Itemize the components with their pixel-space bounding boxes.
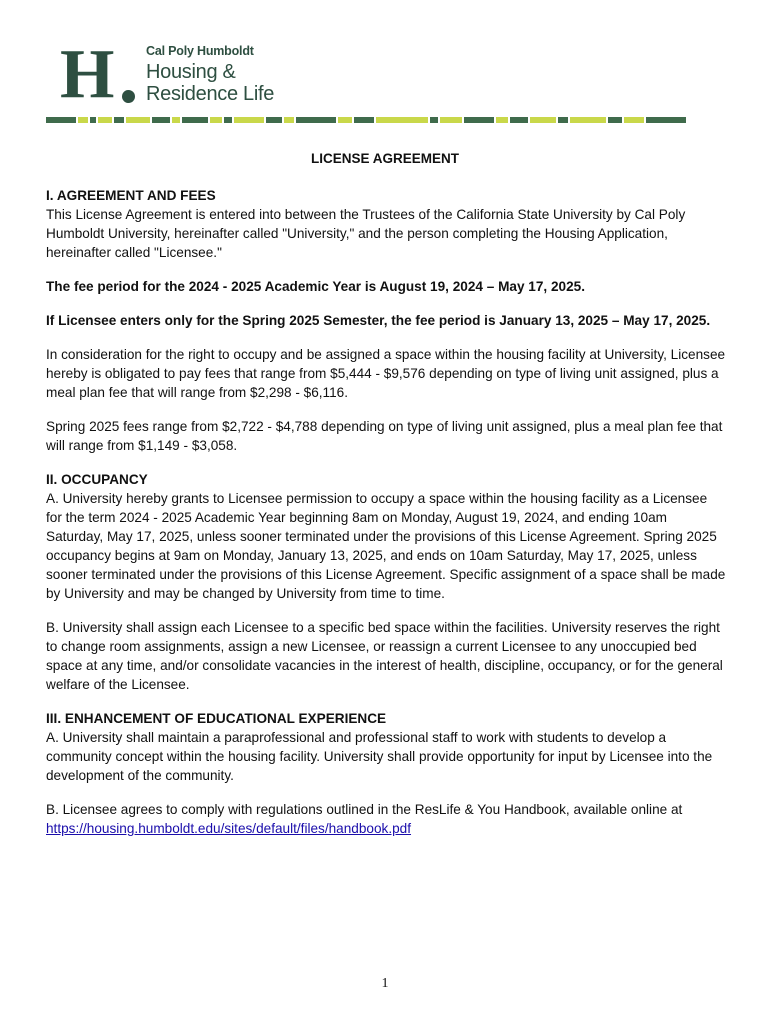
handbook-link[interactable]: https://housing.humboldt.edu/sites/default/files/handbook.pdf xyxy=(46,821,412,836)
stripe-segment xyxy=(354,117,374,123)
stripe-segment xyxy=(234,117,264,123)
page-number: 1 xyxy=(381,976,389,991)
stripe-segment xyxy=(608,117,622,123)
stripe-segment xyxy=(78,117,88,123)
section-2-heading: II. OCCUPANCY xyxy=(46,472,148,487)
header-divider-stripe xyxy=(46,117,726,123)
stripe-segment xyxy=(210,117,222,123)
logo-dept-line2: Residence Life xyxy=(146,83,275,105)
stripe-segment xyxy=(496,117,508,123)
section-1-heading: I. AGREEMENT AND FEES xyxy=(46,188,216,203)
stripe-segment xyxy=(376,117,428,123)
logo-letter: H xyxy=(60,36,113,113)
section-1-intro: This License Agreement is entered into between the Trustees of the California State University by Cal Poly Humboldt University, hereinafter called "University," and the person completing the Housing Application, hereinafter called "Licensee." xyxy=(46,207,686,260)
logo-dept-line1: Housing & xyxy=(146,61,236,83)
fee-period-statement: The fee period for the 2024 - 2025 Academic Year is August 19, 2024 – May 17, 2025. xyxy=(46,279,585,294)
stripe-segment xyxy=(90,117,96,123)
stripe-segment xyxy=(126,117,150,123)
stripe-segment xyxy=(296,117,336,123)
enhancement-paragraph-a: A. University shall maintain a paraprofessional and professional staff to work with students to develop a community concept within the housing facility. University shall provide opportunity for input by Licensee into the development of the community. xyxy=(46,730,713,783)
stripe-segment xyxy=(558,117,568,123)
stripe-segment xyxy=(46,117,76,123)
stripe-segment xyxy=(464,117,494,123)
stripe-segment xyxy=(624,117,644,123)
document-body xyxy=(46,186,726,838)
stripe-segment xyxy=(530,117,556,123)
occupancy-paragraph-b: B. University shall assign each Licensee to a specific bed space within the facilities. University reserves the right to change room assignments, assign a new Licensee, or reassign a current Licensee to any unoccupied bed space at any time, and/or consolidate vacancies in the interest of health, discipline, occupancy, or for the general welfare of the Licensee. xyxy=(46,620,723,692)
document-title: LICENSE AGREEMENT xyxy=(310,151,459,166)
stripe-segment xyxy=(430,117,438,123)
stripe-segment xyxy=(646,117,686,123)
fee-consideration-paragraph: In consideration for the right to occupy and be assigned a space within the housing facility at University, Licensee hereby is obligated to pay fees that range from $5,444 - $9,576 depending on type of living unit assigned, plus a meal plan fee that will range from $2,298 - $6,116. xyxy=(46,347,726,400)
stripe-segment xyxy=(510,117,528,123)
spring-fee-period-statement: If Licensee enters only for the Spring 2025 Semester, the fee period is January 13, 2025 – May 17, 2025. xyxy=(46,313,711,328)
logo-dot xyxy=(122,90,135,103)
stripe-segment xyxy=(570,117,606,123)
stripe-segment xyxy=(338,117,352,123)
logo-org-name: Cal Poly Humboldt xyxy=(146,44,254,58)
housing-logo xyxy=(60,36,300,113)
stripe-segment xyxy=(182,117,208,123)
stripe-segment xyxy=(266,117,282,123)
stripe-segment xyxy=(440,117,462,123)
stripe-segment xyxy=(152,117,170,123)
stripe-segment xyxy=(284,117,294,123)
stripe-segment xyxy=(98,117,112,123)
occupancy-paragraph-a: A. University hereby grants to Licensee permission to occupy a space within the housing facility as a Licensee for the term 2024 - 2025 Academic Year beginning 8am on Monday, August 19, 2024, and ending 10am Saturday, May 17, 2025, unless sooner terminated under the provisions of this License Agreement. Spring 2025 occupancy begins at 9am on Monday, January 13, 2025, and ends on 10am Saturday, May 17, 2025, unless sooner terminated under the provisions of this License Agreement. Specific assignment of a space shall be made by University and may be changed by University from time to time. xyxy=(46,491,726,601)
stripe-segment xyxy=(172,117,180,123)
stripe-segment xyxy=(114,117,124,123)
handbook-text: B. Licensee agrees to comply with regulations outlined in the ResLife & You Handbook, available online at xyxy=(46,802,683,817)
section-3-heading: III. ENHANCEMENT OF EDUCATIONAL EXPERIENCE xyxy=(46,711,387,726)
spring-fees-paragraph: Spring 2025 fees range from $2,722 - $4,788 depending on type of living unit assigned, plus a meal plan fee that will range from $1,149 - $3,058. xyxy=(46,419,723,453)
enhancement-paragraph-b xyxy=(46,800,726,838)
stripe-segment xyxy=(224,117,232,123)
